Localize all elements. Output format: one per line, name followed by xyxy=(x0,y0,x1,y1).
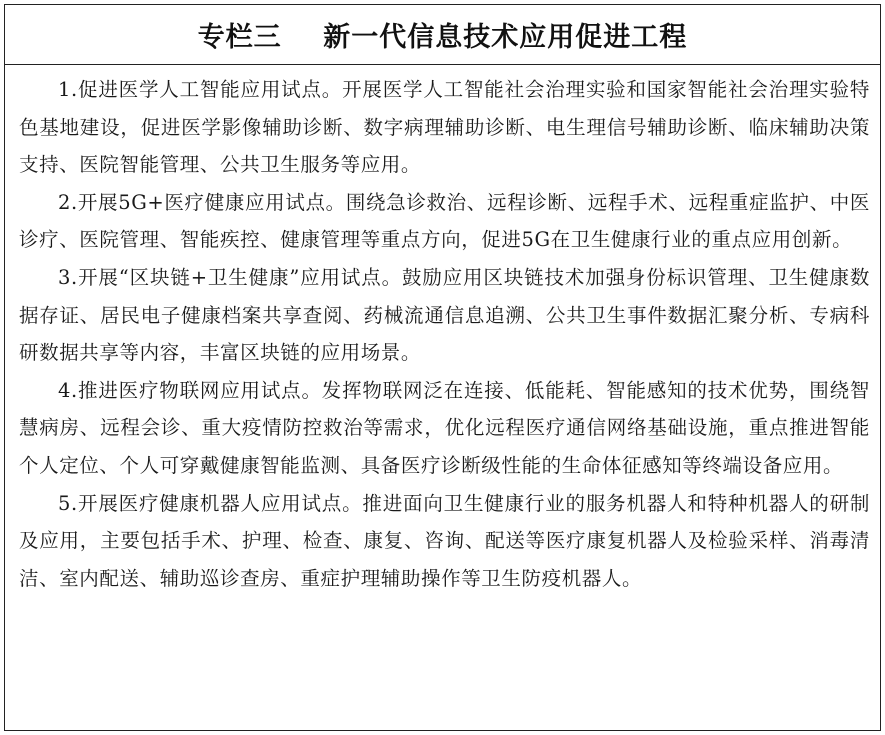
paragraph-1: 1.促进医学人工智能应用试点。开展医学人工智能社会治理实验和国家智能社会治理实验特色基地建设，促进医学影像辅助诊断、数字病理辅助诊断、电生理信号辅助诊断、临床辅助决策支持、医院智能管理、公共卫生服务等应用。 xyxy=(19,78,870,177)
column-title: 专栏三 新一代信息技术应用促进工程 xyxy=(197,22,688,53)
title-row xyxy=(5,5,880,65)
paragraph-4: 4.推进医疗物联网应用试点。发挥物联网泛在连接、低能耗、智能感知的技术优势，围绕智慧病房、远程会诊、重大疫情防控救治等需求，优化远程医疗通信网络基础设施，重点推进智能个人定位、个人可穿戴健康智能监测、具备医疗诊断级性能的生命体征感知等终端设备应用。 xyxy=(19,378,870,477)
paragraph-3: 3.开展“区块链+卫生健康”应用试点。鼓励应用区块链技术加强身份标识管理、卫生健康数据存证、居民电子健康档案共享查阅、药械流通信息追溯、公共卫生事件数据汇聚分析、专病科研数据共享等内容，丰富区块链的应用场景。 xyxy=(19,265,870,365)
column-box xyxy=(4,4,881,731)
column-content xyxy=(5,65,880,597)
paragraph-2: 2.开展5G+医疗健康应用试点。围绕急诊救治、远程诊断、远程手术、远程重症监护、中医诊疗、医院管理、智能疾控、健康管理等重点方向，促进5G在卫生健康行业的重点应用创新。 xyxy=(19,190,870,252)
paragraph-5: 5.开展医疗健康机器人应用试点。推进面向卫生健康行业的服务机器人和特种机器人的研制及应用，主要包括手术、护理、检查、康复、咨询、配送等医疗康复机器人及检验采样、消毒清洁、室内配送、辅助巡诊查房、重症护理辅助操作等卫生防疫机器人。 xyxy=(19,491,870,590)
